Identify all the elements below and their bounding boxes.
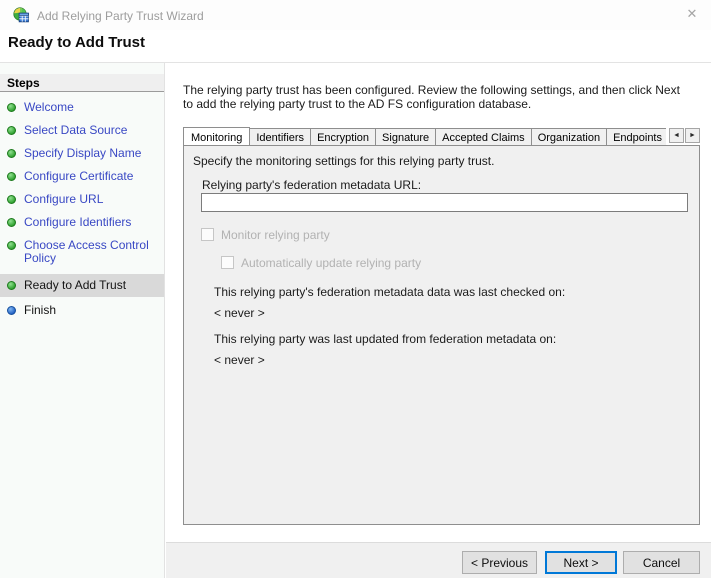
monitor-relying-party-checkbox: [201, 228, 214, 241]
step-specify-display-name[interactable]: [0, 142, 164, 165]
step-label: Configure URL: [24, 192, 104, 206]
tab-encryption[interactable]: Encryption: [310, 128, 376, 145]
tab-endpoints[interactable]: Endpoints: [606, 128, 666, 145]
tab-scroll-buttons: [669, 128, 700, 145]
intro-text: The relying party trust has been configured. Review the following settings, and then click Next to add the relying party trust to the AD FS configuration database.: [183, 83, 680, 111]
previous-button[interactable]: < Previous: [462, 551, 537, 574]
step-done-icon: [7, 195, 16, 204]
step-done-icon: [7, 241, 16, 250]
tab-monitoring[interactable]: Monitoring: [183, 127, 250, 145]
steps-sidebar: [0, 63, 165, 578]
steps-header: Steps: [0, 74, 164, 92]
footer-bar: [166, 543, 711, 578]
step-label: Finish: [24, 303, 57, 317]
federation-metadata-url-label: Relying party's federation metadata URL:: [202, 178, 422, 192]
adfs-wizard-icon: [13, 7, 29, 23]
step-label: Welcome: [24, 100, 74, 114]
step-done-icon: [7, 281, 16, 290]
close-icon[interactable]: ✕: [681, 3, 703, 25]
cancel-button[interactable]: Cancel: [623, 551, 700, 574]
step-label: Specify Display Name: [24, 146, 142, 160]
step-done-icon: [7, 126, 16, 135]
federation-metadata-url-input[interactable]: [201, 193, 688, 212]
tab-accepted-claims[interactable]: Accepted Claims: [435, 128, 532, 145]
step-select-data-source[interactable]: [0, 119, 164, 142]
step-label: Ready to Add Trust: [24, 278, 127, 292]
step-done-icon: [7, 103, 16, 112]
tab-identifiers[interactable]: Identifiers: [249, 128, 311, 145]
auto-update-checkbox-row: [221, 256, 421, 270]
window-title: Add Relying Party Trust Wizard: [37, 9, 204, 23]
auto-update-checkbox: [221, 256, 234, 269]
monitor-relying-party-label: Monitor relying party: [221, 228, 330, 242]
last-updated-label: This relying party was last updated from federation metadata on:: [214, 332, 557, 346]
step-configure-certificate[interactable]: [0, 165, 164, 188]
tabs-wrap: [183, 127, 666, 145]
last-checked-value: < never >: [214, 306, 265, 320]
step-label: Select Data Source: [24, 123, 128, 137]
tab-signature[interactable]: Signature: [375, 128, 436, 145]
step-finish[interactable]: [0, 299, 164, 322]
step-ready-to-add-trust[interactable]: [0, 274, 164, 297]
step-upcoming-icon: [7, 306, 16, 315]
step-done-icon: [7, 149, 16, 158]
step-configure-identifiers[interactable]: [0, 211, 164, 234]
tab-strip: [183, 126, 700, 145]
step-configure-url[interactable]: [0, 188, 164, 211]
tab-organization[interactable]: Organization: [531, 128, 607, 145]
step-label: Configure Certificate: [24, 169, 134, 183]
page-title: Ready to Add Trust: [8, 34, 145, 51]
next-button[interactable]: Next >: [545, 551, 617, 574]
last-updated-value: < never >: [214, 353, 265, 367]
auto-update-label: Automatically update relying party: [241, 256, 422, 270]
step-label: Configure Identifiers: [24, 215, 132, 229]
step-done-icon: [7, 172, 16, 181]
step-welcome[interactable]: [0, 96, 164, 119]
step-label: Choose Access Control Policy: [24, 238, 149, 265]
steps-list: [0, 96, 164, 322]
last-checked-label: This relying party's federation metadata data was last checked on:: [214, 285, 566, 299]
monitor-relying-party-checkbox-row: [201, 228, 330, 242]
settings-tab-control: [183, 126, 700, 525]
tab-scroll-left-icon[interactable]: ◄: [669, 128, 684, 143]
monitoring-description: Specify the monitoring settings for this relying party trust.: [193, 154, 495, 168]
step-choose-access-control-policy[interactable]: [0, 234, 164, 270]
tab-scroll-right-icon[interactable]: ►: [685, 128, 700, 143]
monitoring-tab-page: [183, 145, 700, 525]
titlebar: [0, 0, 711, 30]
step-done-icon: [7, 218, 16, 227]
